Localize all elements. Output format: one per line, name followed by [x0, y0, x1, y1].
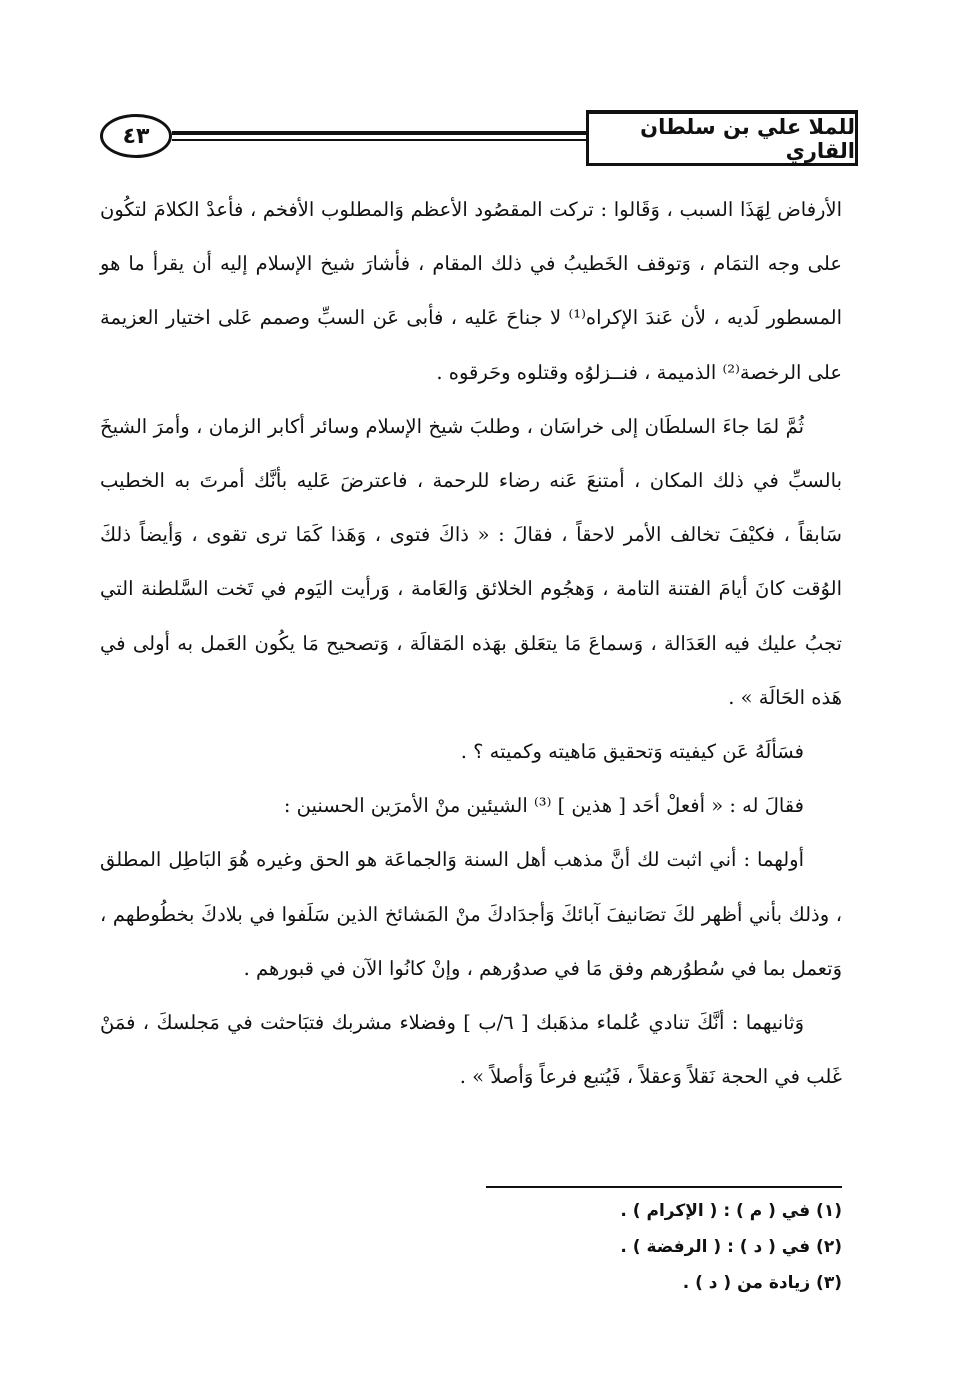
header-rule: [172, 131, 586, 135]
paragraph: ثُمَّ لمَا جاءَ السلطَان إلى خراسَان ، وطلبَ شيخ الإسلام وسائر أكابر الزمان ، وأمرَ الشيخَ بالسبِّ في ذلك المكان ، أمتنعَ عَنه رضاء للرحمة ، فاعترضَ عَليه بأنَّك أمرتَ به الخطيب سَابقاً ، فكيْفَ تخالف الأمر لاحقاً ، فقالَ : « ذاكَ فتوى ، وَهَذا كَمَا ترى تقوى ، وَأيضاً ذلكَ الوُقت كانَ أيامَ الفتنة التامة ، وَهجُوم الخلائق وَالعَامة ، وَرأيت اليَوم في تَخت السَّلطنة التي تجبُ عليك فيه العَدَالة ، وَسماعَ مَا يتعَلق بهَذه المَقالَة ، وَتصحيح مَا يكُون العَمل به أولى في هَذه الحَالَة » .: [100, 414, 842, 709]
paragraph: الأرفاض لِهَذَا السبب ، وَقَالوا : تركت المقصُود الأعظم وَالمطلوب الأفخم ، فأعدْ الكلامَ لتكُون على وجه التمَام ، وَتوقف الخَطيبُ في ذلك المقام ، فأشارَ شيخ الإسلام إليه أن يقرأ ما هو المسطور لَديه ، لأن عَندَ الإكراه⁽¹⁾ لا جناحَ عَليه ، فأبى عَن السبِّ وصمم عَلى اختيار العزيمة على الرخصة⁽²⁾ الذميمة ، فنــزلوُه وقتلوه وحَرقوه .: [100, 198, 842, 384]
paragraph: فسَألَهُ عَن كيفيته وَتحقيق مَاهيته وكميته ؟ .: [460, 740, 804, 764]
footnote: (٣) زيادة من ( د ) .: [682, 1273, 842, 1293]
paragraph: وَثانيهما : أنَّكَ تنادي عُلماء مذهَبك [ ٦/ب ] وفضلاء مشربك فتبَاحثت في مَجلسكَ ، فمَنْ غَلب في الحجة نَقلاً وَعقلاً ، فَيُتبع فرعاً وَأصلاً » .: [100, 1011, 842, 1089]
page-number: ٤٣: [100, 114, 172, 158]
paragraph: فقالَ له : « أفعلْ أحَد [ هذين ] ⁽³⁾ الشيئين منْ الأمرَين الحسنين :: [283, 794, 804, 818]
header-rule-thin: [172, 139, 586, 141]
page-header: [100, 110, 858, 168]
running-title: للملا علي بن سلطان القاري: [586, 110, 858, 166]
footnote: (٢) في ( د ) : ( الرفضة ) .: [620, 1237, 842, 1257]
footnotes: [480, 1193, 842, 1301]
footnote: (١) في ( م ) : ( الإكرام ) .: [620, 1201, 842, 1221]
paragraph: أولهما : أني اثبت لك أنَّ مذهب أهل السنة وَالجماعَة هو الحق وغيره هُوَ البَاطِل المطلق ، وذلك بأني أظهر لكَ تصَانيفَ آبائكَ وَأجدَادكَ منْ المَشائخ الذين سَلَفوا في بلادكَ بخطُوطهم ، وَتعمل بما في سُطوُرهم وفق مَا في صدوُرهم ، وإنْ كانُوا الآن في قبورهم .: [100, 848, 842, 980]
footnote-separator: [486, 1186, 842, 1188]
main-text: [100, 183, 842, 1104]
